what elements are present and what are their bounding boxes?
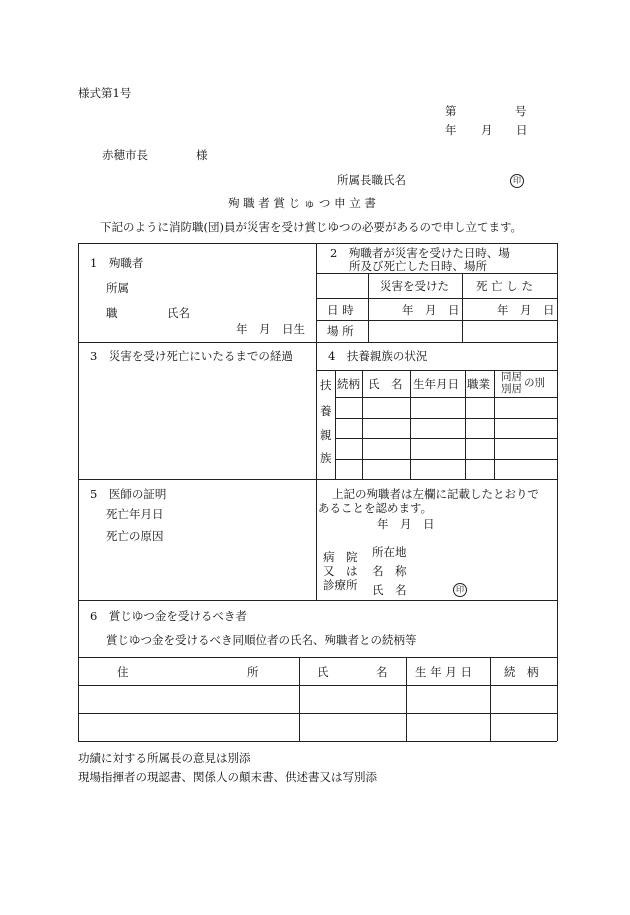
submitter-label: 所属長職氏名 xyxy=(337,173,406,187)
section2-col-died: 死 亡 し た xyxy=(476,279,533,293)
table-border xyxy=(78,243,79,741)
section2-col-injured: 災害を受けた xyxy=(380,279,449,293)
table-border xyxy=(406,657,407,741)
doc-no-go: 号 xyxy=(515,104,527,118)
table-border xyxy=(335,397,557,398)
addressee-sama: 様 xyxy=(196,148,208,162)
section5-death-cause: 死亡の原因 xyxy=(106,529,164,543)
footer-line2: 現場指揮者の現認書、関係人の顛末書、供述書又は写別添 xyxy=(78,770,377,784)
intro-text: 下記のように消防職(団)員が災害を受け賞じゆつの必要があるので申し立てます。 xyxy=(100,220,523,234)
section6-col-name-2: 名 xyxy=(376,665,388,679)
table-border xyxy=(410,370,411,479)
section1-name: 氏名 xyxy=(167,306,190,320)
section6-col-birth: 生 年 月 日 xyxy=(415,665,472,679)
section5-doctor-name: 氏 名 xyxy=(372,583,407,597)
section4-heading: 4 扶養親族の状況 xyxy=(328,349,428,363)
table-border xyxy=(78,479,557,480)
table-border xyxy=(557,243,558,741)
table-border xyxy=(78,243,557,244)
section5-cert-line2: あることを認めます。 xyxy=(318,501,433,515)
section4-col-cohab-3: の別 xyxy=(524,377,545,389)
section4-side-label: 親 xyxy=(320,428,332,442)
section6-col-address-2: 所 xyxy=(247,665,259,679)
section5-cert-date: 年 月 日 xyxy=(377,517,435,531)
section6-col-address-1: 住 xyxy=(117,665,129,679)
table-border xyxy=(78,342,557,343)
table-border xyxy=(316,243,317,600)
section5-hosp-label-2: 又 は xyxy=(323,564,358,578)
section1-heading: 1 殉職者 xyxy=(90,256,144,270)
section4-col-cohab-2: 別居 xyxy=(501,383,522,395)
section1-position: 職 xyxy=(106,306,118,320)
section6-sub: 賞じゆつ金を受けるべき同順位者の氏名、殉職者との続柄等 xyxy=(106,633,417,647)
submitter-seal-icon: 印 xyxy=(510,174,524,188)
section2-row-place: 場 所 xyxy=(327,324,354,338)
section5-cert-line1: 上記の殉職者は左欄に記載したとおりで xyxy=(332,487,539,501)
date-nen: 年 xyxy=(445,123,457,137)
table-border xyxy=(78,685,557,686)
section4-col-birth: 生年月日 xyxy=(413,377,459,391)
section5-hosp-label-3: 診療所 xyxy=(323,578,358,592)
table-border xyxy=(490,657,491,741)
section4-col-job: 職業 xyxy=(467,377,490,391)
table-border xyxy=(299,657,300,741)
section2-heading-line1: 2 殉職者が災害を受けた日時、場 xyxy=(330,246,510,260)
date-gatsu: 月 xyxy=(481,123,493,137)
table-border xyxy=(362,370,363,479)
table-border xyxy=(78,657,557,658)
doctor-seal-icon: 印 xyxy=(453,583,467,597)
section2-date-injured: 年 月 日 xyxy=(402,303,460,317)
section5-hosp-name: 名 称 xyxy=(372,564,407,578)
doc-no-dai: 第 xyxy=(445,104,457,118)
section1-birthdate: 年 月 日生 xyxy=(236,322,305,336)
table-border xyxy=(316,298,557,299)
section4-side-label: 養 xyxy=(320,404,332,418)
table-border xyxy=(335,459,557,460)
section5-death-date: 死亡年月日 xyxy=(106,507,164,521)
table-border xyxy=(335,370,336,479)
section4-col-name: 氏 名 xyxy=(368,377,403,391)
table-border xyxy=(78,741,557,742)
table-border xyxy=(465,370,466,479)
document-title: 殉 職 者 賞 じ ゅ つ 申 立 書 xyxy=(228,196,376,210)
section4-side-label: 扶 xyxy=(320,378,332,392)
section4-col-relation: 続柄 xyxy=(337,377,360,391)
addressee: 赤穂市長 xyxy=(102,148,148,162)
section5-heading: 5 医師の証明 xyxy=(90,487,167,501)
section6-col-name-1: 氏 xyxy=(317,665,329,679)
section6-heading: 6 賞じゆつ金を受けるべき者 xyxy=(90,609,247,623)
table-border xyxy=(494,370,495,479)
table-border xyxy=(368,273,369,342)
section2-date-died: 年 月 日 xyxy=(497,303,555,317)
section4-side-label: 族 xyxy=(320,451,332,465)
table-border xyxy=(316,320,557,321)
table-border xyxy=(335,438,557,439)
table-border xyxy=(78,600,557,601)
section3-heading: 3 災害を受け死亡にいたるまでの経過 xyxy=(90,349,293,363)
table-border xyxy=(335,418,557,419)
footer-line1: 功績に対する所属長の意見は別添 xyxy=(78,751,251,765)
section4-col-cohab-1: 同居 xyxy=(501,371,522,383)
section2-heading-line2: 所及び死亡した日時、場所 xyxy=(349,259,487,273)
section2-row-datetime: 日 時 xyxy=(327,303,354,317)
table-border xyxy=(78,713,557,714)
section5-address: 所在地 xyxy=(372,545,407,559)
section1-affiliation: 所属 xyxy=(106,281,129,295)
table-border xyxy=(316,273,557,274)
form-number: 様式第1号 xyxy=(78,86,132,100)
section5-hosp-label-1: 病 院 xyxy=(323,550,358,564)
table-border xyxy=(462,273,463,342)
date-nichi: 日 xyxy=(516,123,528,137)
section6-col-relation: 続 柄 xyxy=(504,665,539,679)
